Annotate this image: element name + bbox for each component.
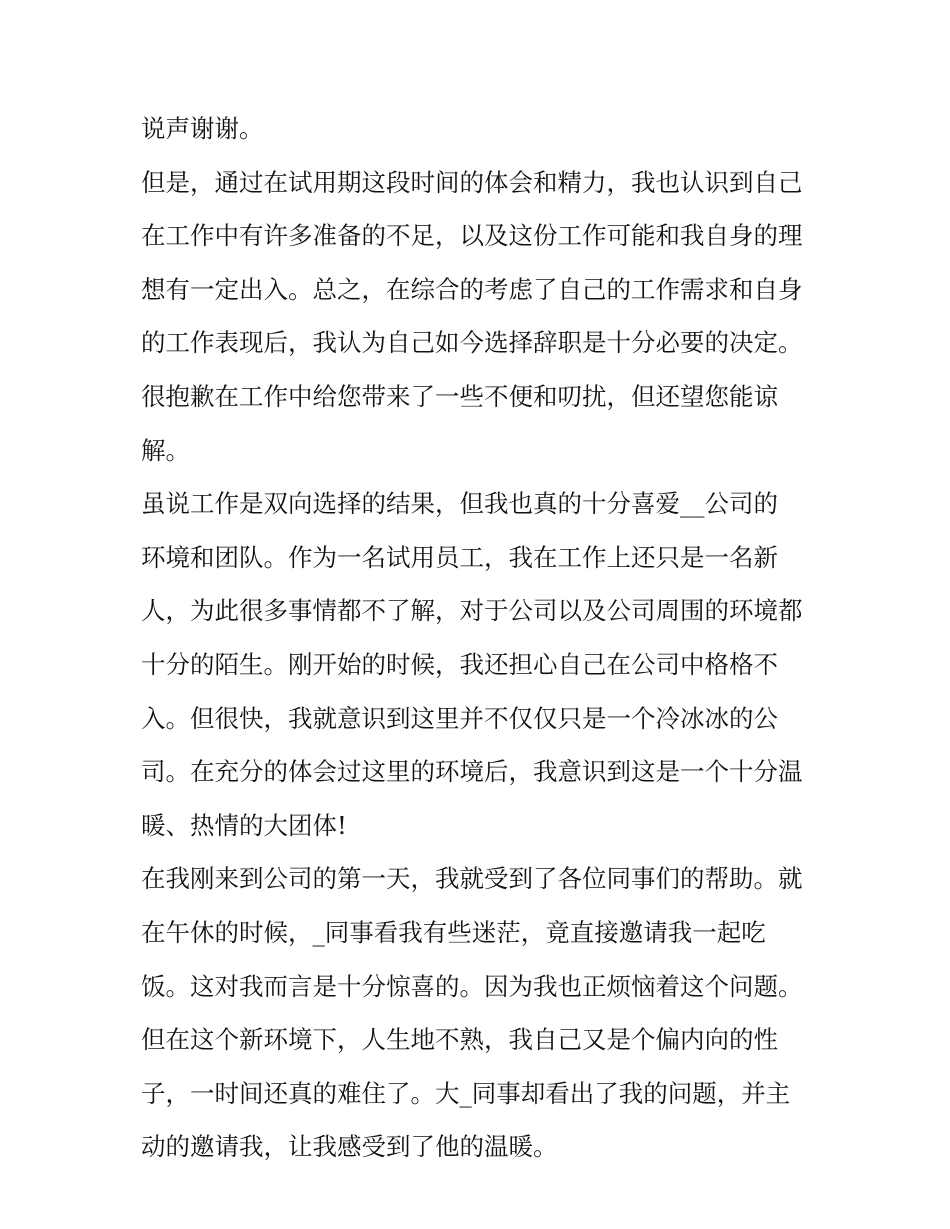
text-line: 但是，通过在试用期这段时间的体会和精力，我也认识到自己: [141, 167, 803, 197]
text-line: 饭。这对我而言是十分惊喜的。因为我也正烦恼着这个问题。: [141, 971, 803, 1001]
text-line: 在我刚来到公司的第一天，我就受到了各位同事们的帮助。就: [141, 864, 803, 894]
text-line: 暖、热情的大团体!: [141, 810, 347, 840]
text-line: 很抱歉在工作中给您带来了一些不便和叨扰，但还望您能谅: [141, 381, 778, 411]
body-text: [141, 102, 816, 1174]
text-line: 十分的陌生。刚开始的时候，我还担心自己在公司中格格不: [141, 649, 778, 679]
text-line: 虽说工作是双向选择的结果，但我也真的十分喜爱__公司的: [141, 489, 778, 519]
text-line: 说声谢谢。: [141, 114, 264, 143]
text-line: 司。在充分的体会过这里的环境后，我意识到这是一个十分温: [141, 757, 803, 787]
text-line: 动的邀请我，让我感受到了他的温暖。: [141, 1132, 558, 1162]
text-line: 入。但很快，我就意识到这里并不仅仅只是一个冷冰冰的公: [141, 703, 778, 733]
text-line: 但在这个新环境下，人生地不熟，我自己又是个偏内向的性: [141, 1025, 778, 1055]
text-line: 的工作表现后，我认为自己如今选择辞职是十分必要的决定。: [141, 328, 803, 358]
text-line: 在午休的时候，_同事看我有些迷茫，竟直接邀请我一起吃: [141, 917, 766, 947]
text-line: 解。: [141, 435, 190, 465]
text-line: 在工作中有许多准备的不足，以及这份工作可能和我自身的理: [141, 221, 803, 251]
text-line: 想有一定出入。总之，在综合的考虑了自己的工作需求和自身: [141, 274, 803, 304]
text-line: 人，为此很多事情都不了解，对于公司以及公司周围的环境都: [141, 596, 803, 626]
text-line: 子，一时间还真的难住了。大_同事却看出了我的问题，并主: [141, 1078, 791, 1108]
text-line: 环境和团队。作为一名试用员工，我在工作上还只是一名新: [141, 542, 778, 572]
